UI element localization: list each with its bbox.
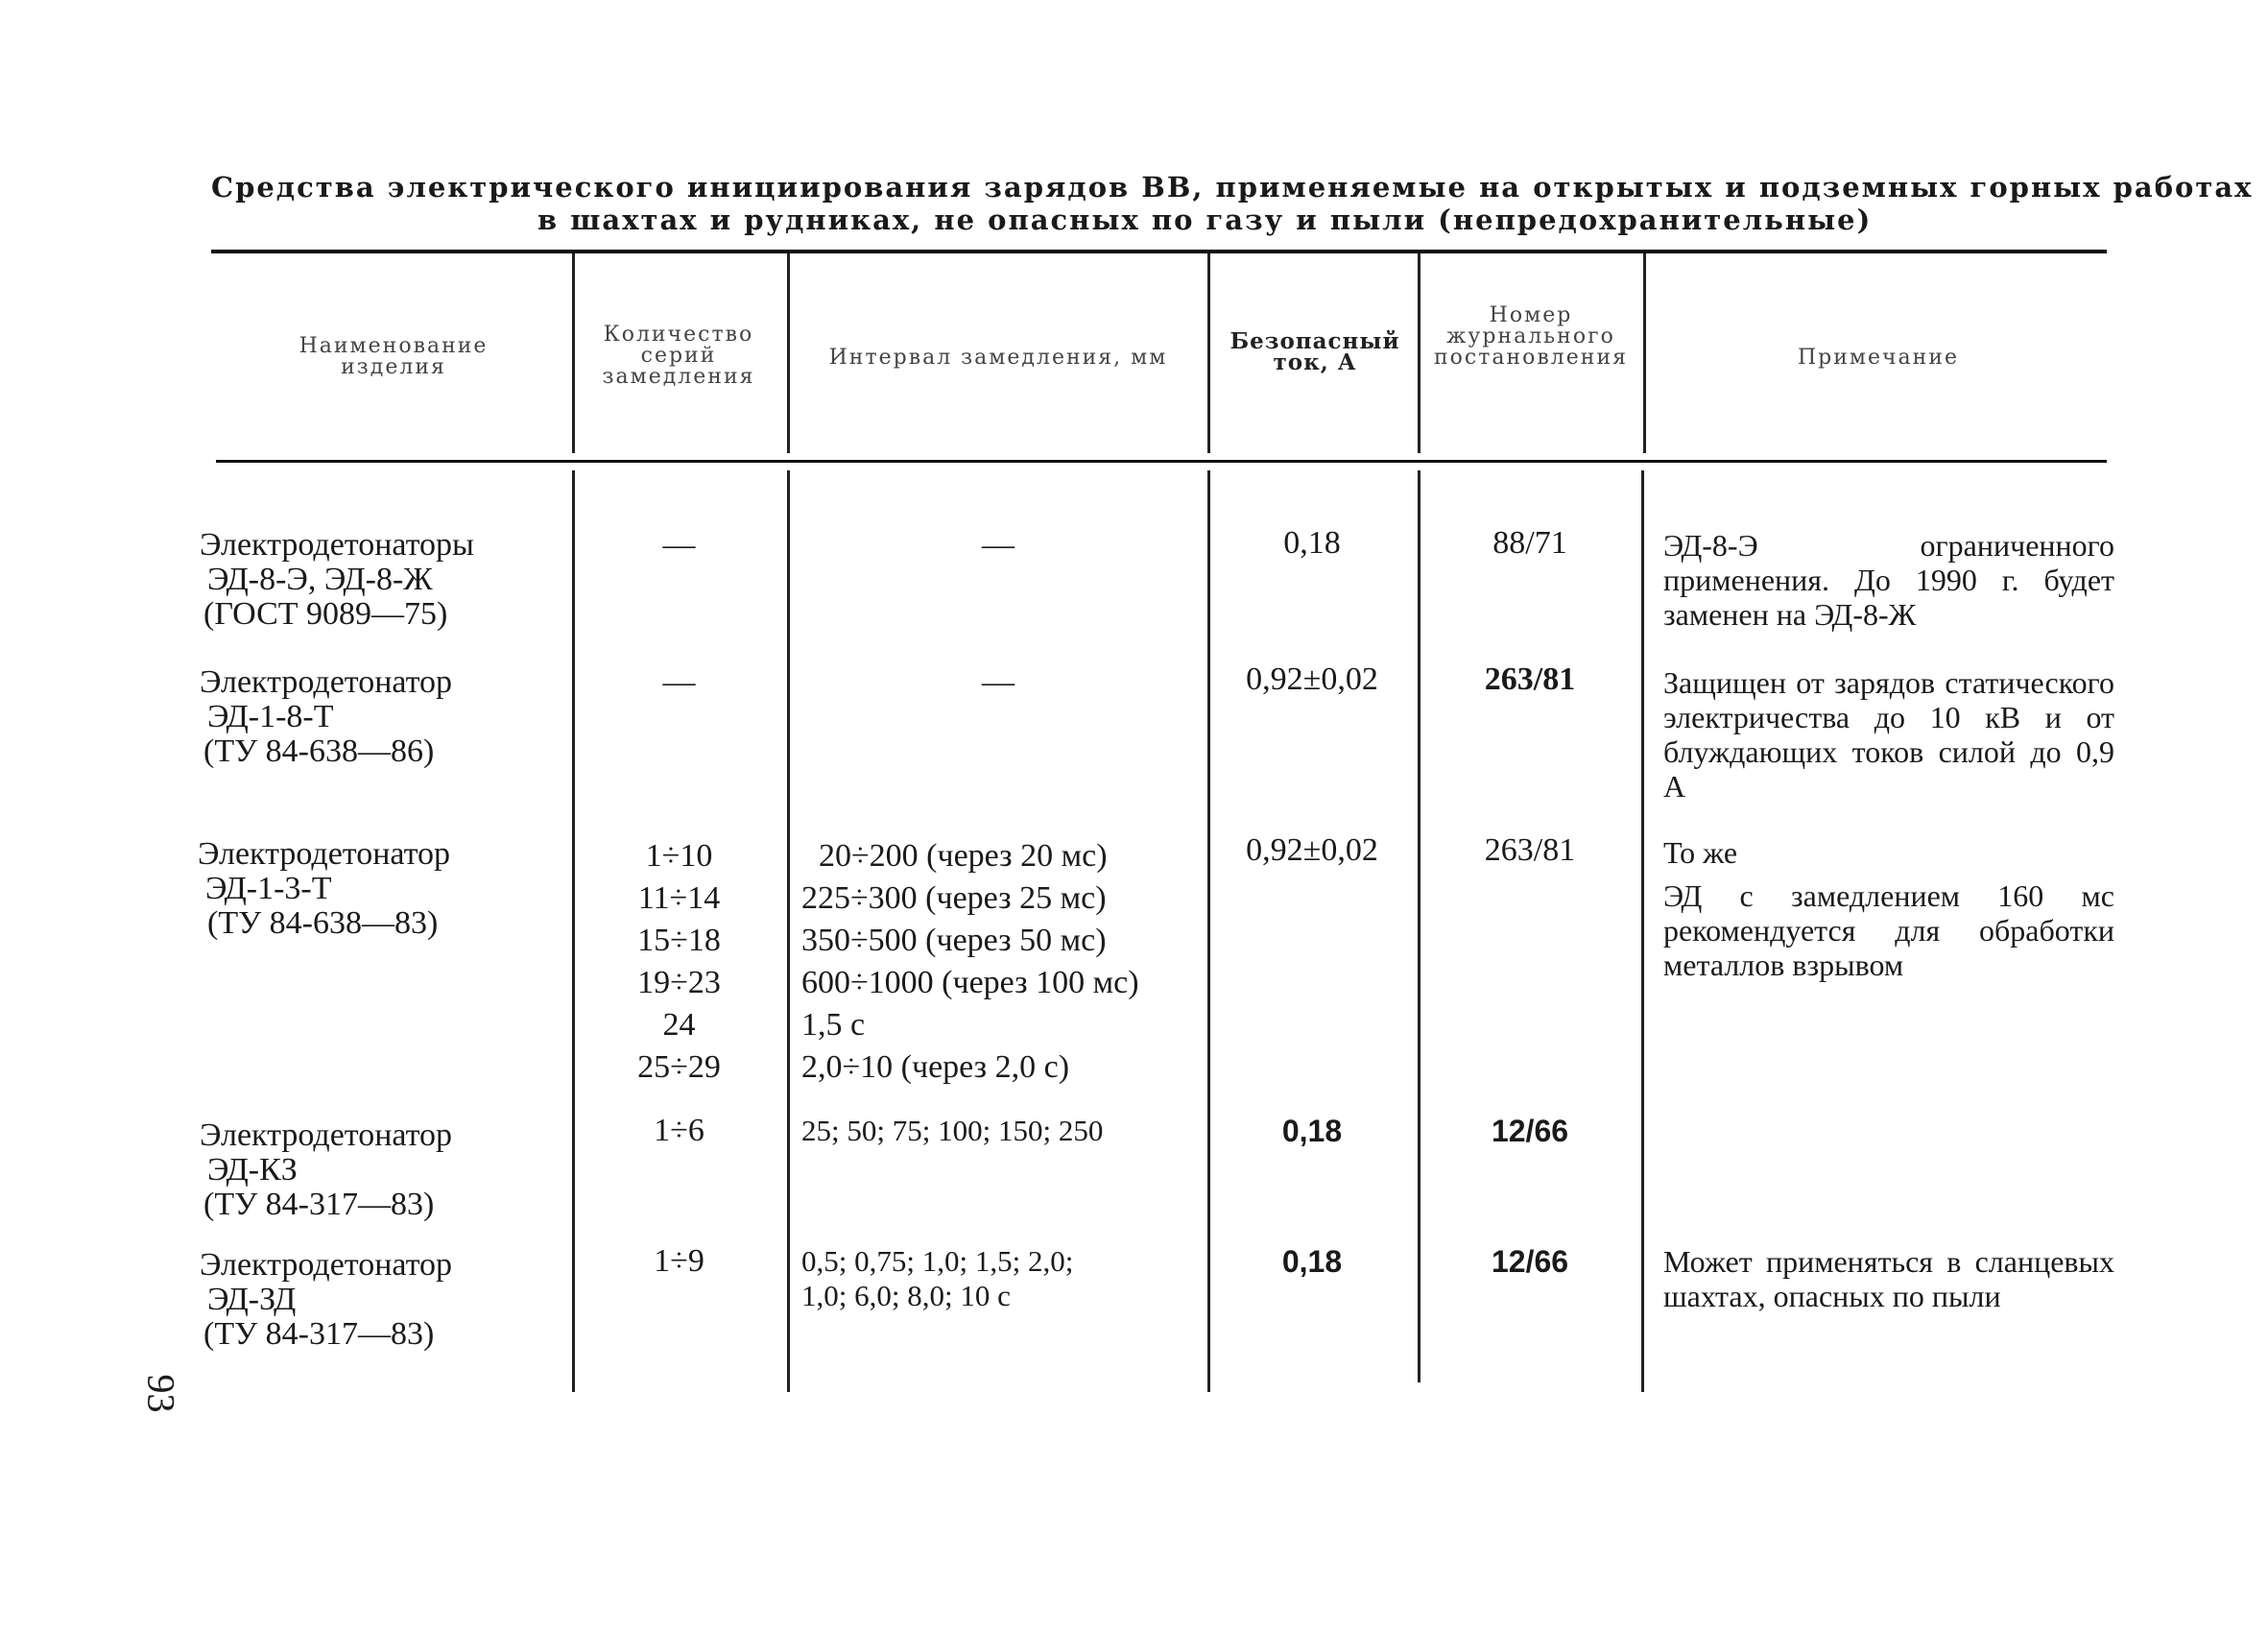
row3-journal: 263/81 xyxy=(1484,832,1576,868)
header-name: Наименование изделия xyxy=(298,334,489,379)
row2-name: Электродетонатор ЭД-1-8-Т (ТУ 84-638—86) xyxy=(200,664,453,769)
row2-series: — xyxy=(662,664,696,700)
row1-series: — xyxy=(662,527,696,563)
header-journal: Номер журнального постановления xyxy=(1433,303,1628,370)
row5-current: 0,18 xyxy=(1281,1244,1343,1279)
row4-name: Электродетонатор ЭД-КЗ (ТУ 84-317—83) xyxy=(200,1117,453,1222)
row2-current: 0,92±0,02 xyxy=(1246,661,1378,697)
header-divider-1 xyxy=(572,253,575,453)
page-number: 93 xyxy=(139,1374,183,1413)
row5-note: Может применяться в сланцевых шахтах, опасных по пыли xyxy=(1663,1244,2114,1313)
table-title-line-2: в шахтах и рудниках, не опасных по газу и пыли (непредохранительные) xyxy=(537,204,1873,236)
row2-interval: — xyxy=(982,664,1015,700)
header-interval: Интервал замедления, мм xyxy=(828,346,1168,370)
header-top-rule xyxy=(211,250,2107,253)
body-divider-2 xyxy=(787,470,790,1392)
header-divider-4 xyxy=(1418,253,1420,453)
header-series: Количество серий замедления xyxy=(602,323,755,389)
row3-series: 1÷10 11÷14 15÷18 19÷23 24 25÷29 xyxy=(637,838,721,1085)
row4-journal: 12/66 xyxy=(1491,1114,1569,1148)
row4-interval: 25; 50; 75; 100; 150; 250 xyxy=(801,1114,1104,1147)
row3-current: 0,92±0,02 xyxy=(1246,832,1378,868)
row5-journal: 12/66 xyxy=(1491,1244,1569,1279)
row1-note: ЭД-8-Э ограниченного применения. До 1990 г. будет заменен на ЭД-8-Ж xyxy=(1663,528,2114,632)
row5-series: 1÷9 xyxy=(654,1243,704,1279)
row5-interval: 0,5; 0,75; 1,0; 1,5; 2,0; 1,0; 6,0; 8,0; 10 с xyxy=(801,1244,1074,1312)
row4-series: 1÷6 xyxy=(654,1113,704,1148)
header-divider-5 xyxy=(1643,253,1646,453)
header-note: Примечание xyxy=(1797,346,1960,370)
body-divider-3 xyxy=(1207,470,1210,1392)
body-divider-4 xyxy=(1418,470,1420,1382)
header-bottom-rule xyxy=(216,460,2107,463)
body-divider-1 xyxy=(572,470,575,1392)
row4-current: 0,18 xyxy=(1281,1114,1343,1148)
row2-note: Защищен от зарядов статического электричества до 10 кВ и от блуждающих токов силой до 0,9 А xyxy=(1663,665,2114,804)
row1-interval: — xyxy=(982,527,1015,563)
row3-note-1: То же xyxy=(1663,835,1738,870)
row1-journal: 88/71 xyxy=(1492,525,1567,561)
header-current: Безопасный ток, А xyxy=(1229,328,1400,375)
header-divider-3 xyxy=(1207,253,1210,453)
row2-journal: 263/81 xyxy=(1484,661,1576,697)
row3-name: Электродетонатор ЭД-1-3-Т (ТУ 84-638—83) xyxy=(198,836,451,941)
row3-interval: 20÷200 (через 20 мс) 225÷300 (через 25 мс) 350÷500 (через 50 мс) 600÷1000 (через 100 мс) 1,5 с 2,0÷10 (через 2,0 с) xyxy=(801,838,1139,1085)
body-divider-5 xyxy=(1641,470,1644,1392)
header-divider-2 xyxy=(787,253,790,453)
table-title-line-1: Средства электрического инициирования зарядов ВВ, применяемые на открытых и подземных горных работах xyxy=(211,171,2254,204)
row1-current: 0,18 xyxy=(1283,525,1341,561)
row3-note-2: ЭД с замедлением 160 мс рекомендуется для обработки металлов взрывом xyxy=(1663,878,2114,982)
row5-name: Электродетонатор ЭД-ЗД (ТУ 84-317—83) xyxy=(200,1247,453,1352)
row1-name: Электродетонаторы ЭД-8-Э, ЭД-8-Ж (ГОСТ 9089—75) xyxy=(200,527,474,632)
